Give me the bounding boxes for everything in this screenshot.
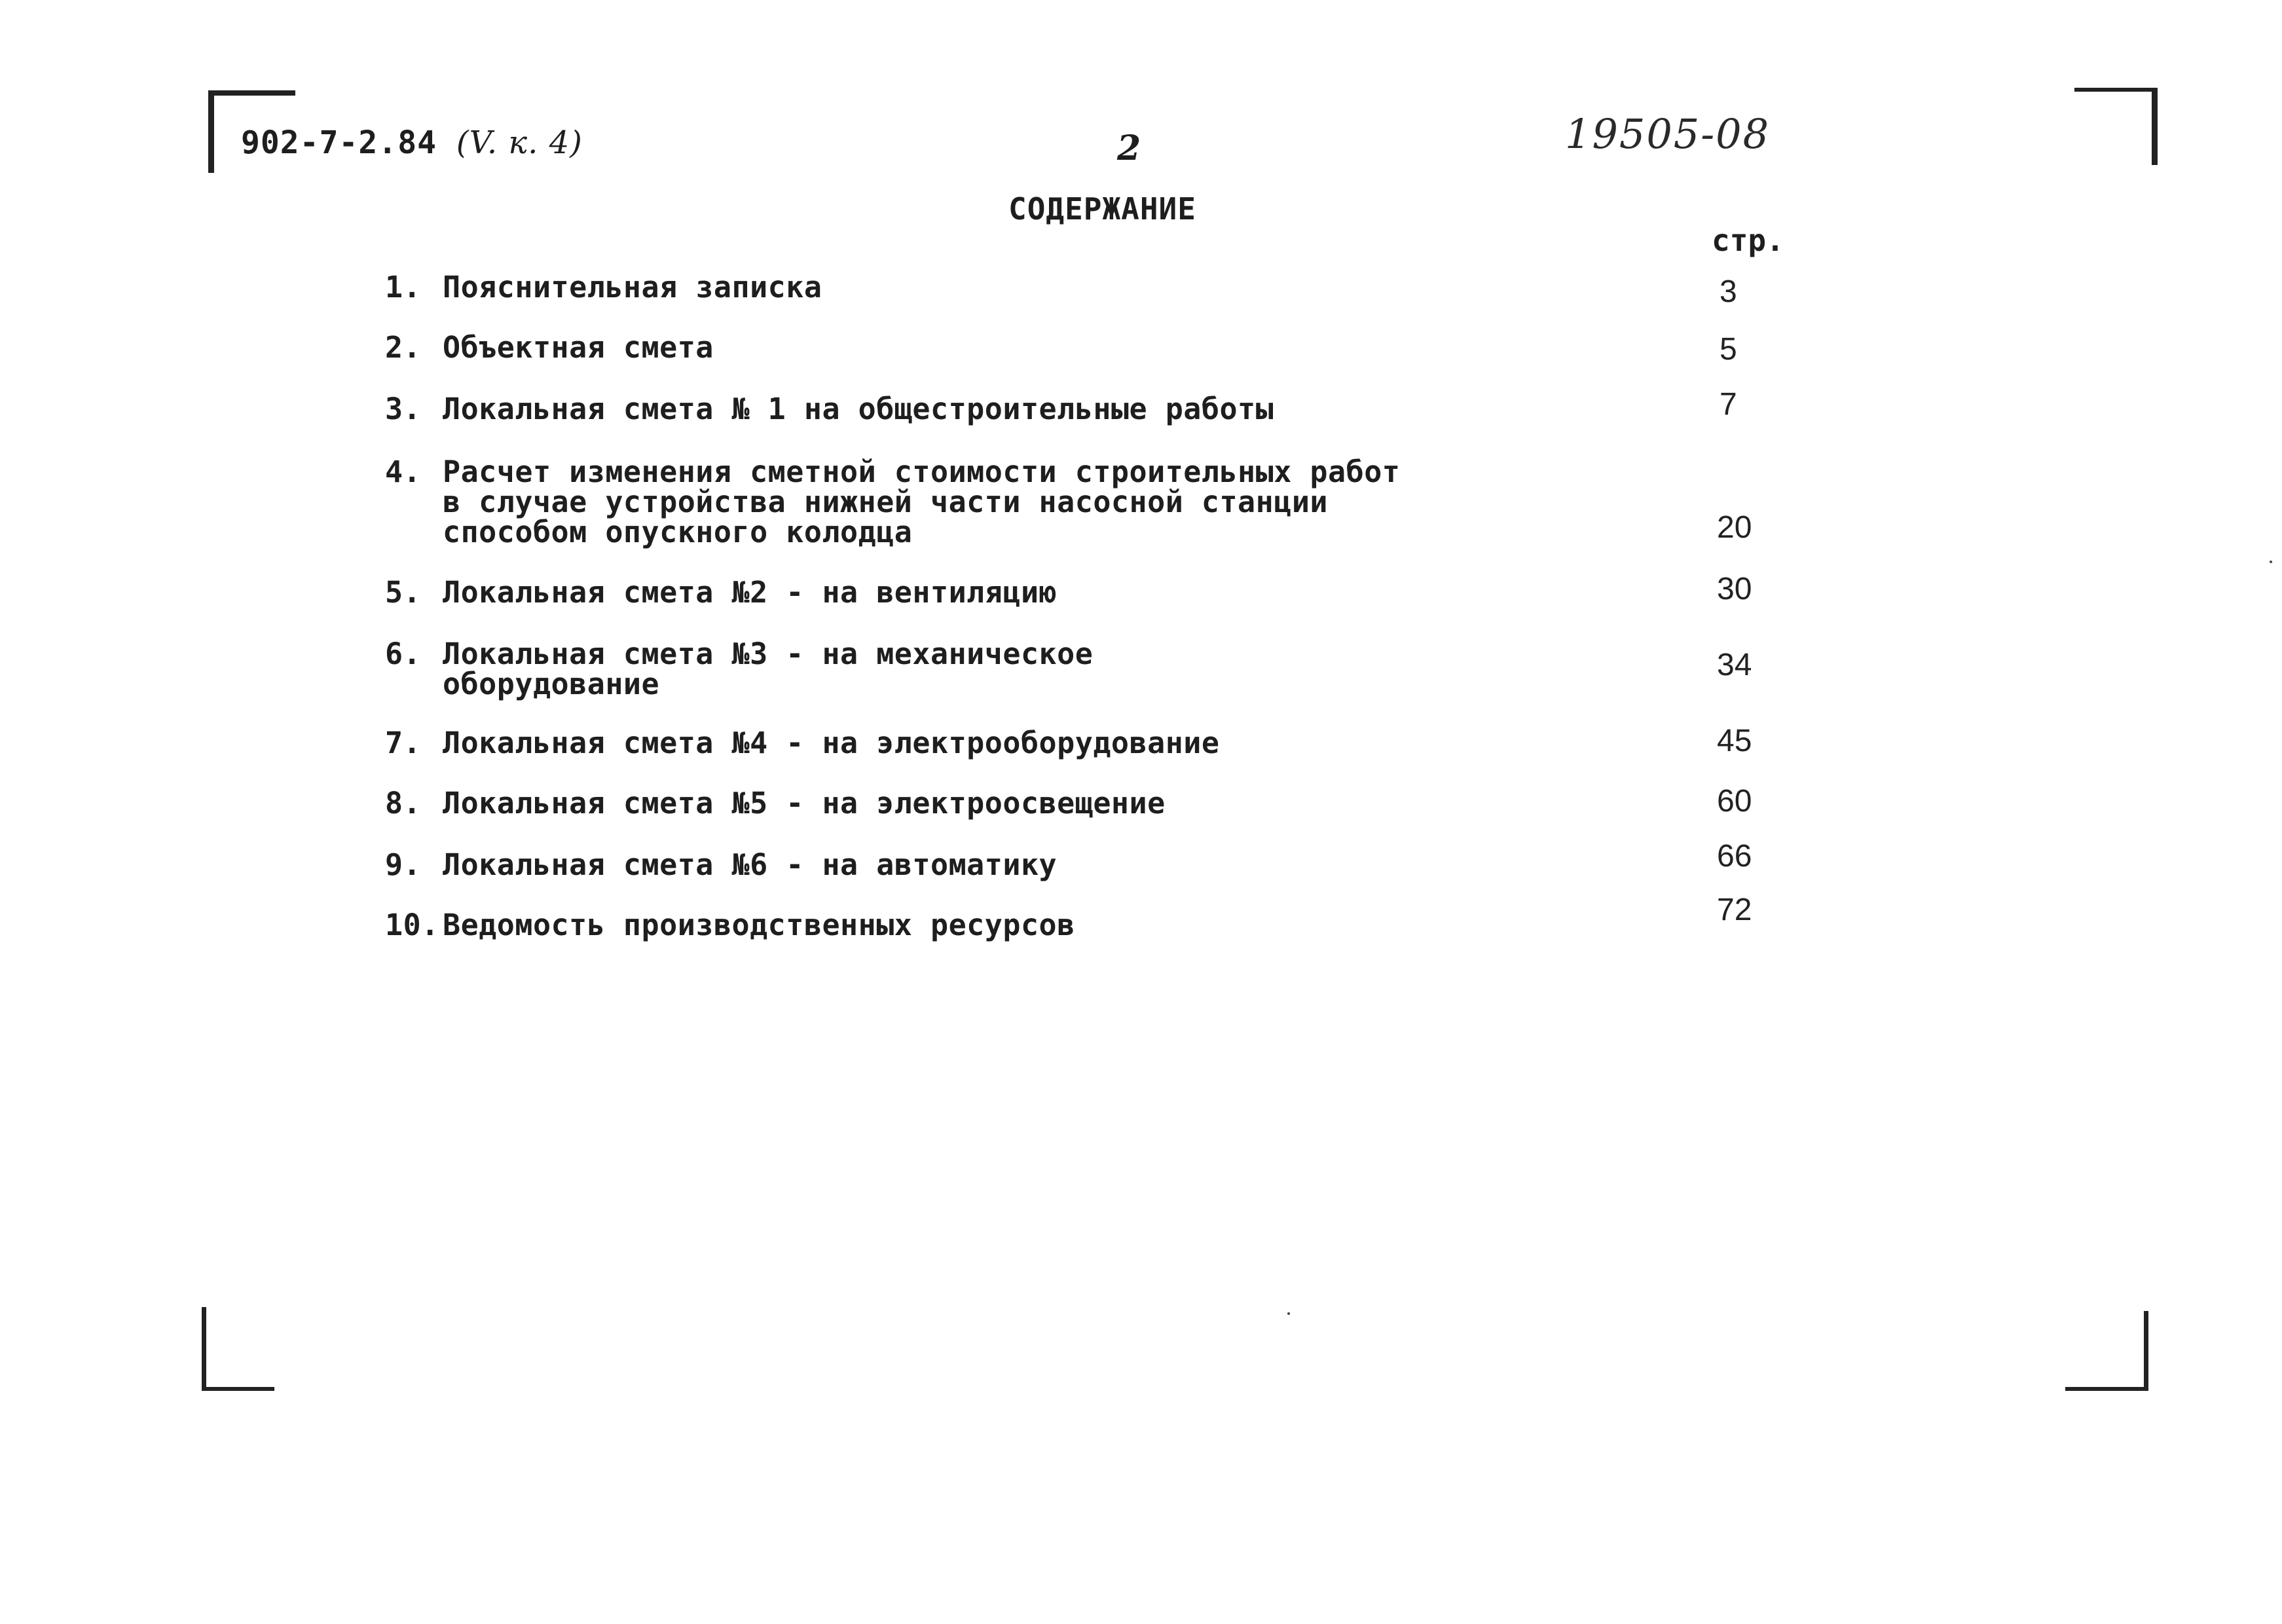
toc-entry-text: Объектная смета [443, 330, 714, 365]
toc-entry-number: 6. [385, 637, 422, 671]
toc-entry [385, 910, 1760, 940]
toc-entry-number: 3. [385, 392, 422, 426]
toc-entry-page: 72 [1717, 893, 1752, 927]
toc-entry [385, 788, 1760, 819]
header-code-text: 902-7-2.84 [241, 124, 437, 161]
scan-speck [1287, 1312, 1290, 1315]
toc-entry [385, 847, 1760, 882]
toc-entry-number: 4. [385, 454, 422, 489]
toc-entry-text: Локальная смета №4 - на электрооборудование [443, 726, 1220, 760]
toc-entry-number: 8. [385, 786, 422, 821]
toc-entry [385, 330, 1760, 365]
contents-title: СОДЕРЖАНИЕ [1008, 191, 1196, 227]
toc-entry-text: Ведомость производственных ресурсов [443, 908, 1075, 942]
toc-entry-page: 30 [1717, 572, 1752, 606]
toc-entry-number: 10. [385, 908, 439, 942]
corner-mark-bottom-right [2065, 1311, 2148, 1391]
toc-entry-page: 20 [1717, 510, 1752, 545]
toc-entry [385, 639, 1760, 699]
toc-entry-number: 9. [385, 847, 422, 882]
toc-entry-number: 5. [385, 575, 422, 610]
corner-mark-bottom-left [202, 1307, 274, 1391]
toc-entry-number: 1. [385, 270, 422, 304]
toc-entry-text: Пояснительная записка [443, 270, 822, 304]
header-code [241, 124, 583, 161]
toc-entry-page: 5 [1720, 332, 1737, 367]
toc-entry [385, 575, 1760, 610]
toc-entry-text: Локальная смета №5 - на электроосвещение [443, 786, 1166, 821]
toc-entry-page: 45 [1717, 724, 1752, 758]
toc-entry-text: Расчет изменения сметной стоимости строительных работ в случае устройства нижней части насосной станции способом опускного колодца [443, 454, 1401, 549]
toc-entry [385, 454, 1760, 549]
toc-entry-page: 34 [1717, 648, 1752, 682]
scan-speck [2270, 561, 2272, 563]
toc-entry-page: 3 [1720, 274, 1737, 309]
toc-entry-page: 7 [1720, 387, 1737, 422]
page-column-header: стр. [1712, 223, 1784, 258]
toc-entry-text: Локальная смета № 1 на общестроительные работы [443, 392, 1274, 426]
header-code-note: (V. к. 4) [456, 124, 583, 161]
document-number: 19505-08 [1565, 110, 1771, 158]
toc-entry-text: Локальная смета №2 - на вентиляцию [443, 575, 1058, 610]
toc-entry-text: Локальная смета №6 - на автоматику [443, 847, 1058, 882]
toc-entry [385, 394, 1760, 424]
corner-mark-top-right [2074, 88, 2158, 165]
toc-entry-number: 2. [385, 330, 422, 365]
toc-entry-text: Локальная смета №3 - на механическое оборудование [443, 637, 1094, 701]
toc-entry [385, 728, 1760, 758]
toc-entry-page: 60 [1717, 784, 1752, 819]
toc-entry-number: 7. [385, 726, 422, 760]
toc-entry-page: 66 [1717, 839, 1752, 874]
page-number: 2 [1117, 128, 1141, 168]
toc-entry [385, 272, 1760, 303]
